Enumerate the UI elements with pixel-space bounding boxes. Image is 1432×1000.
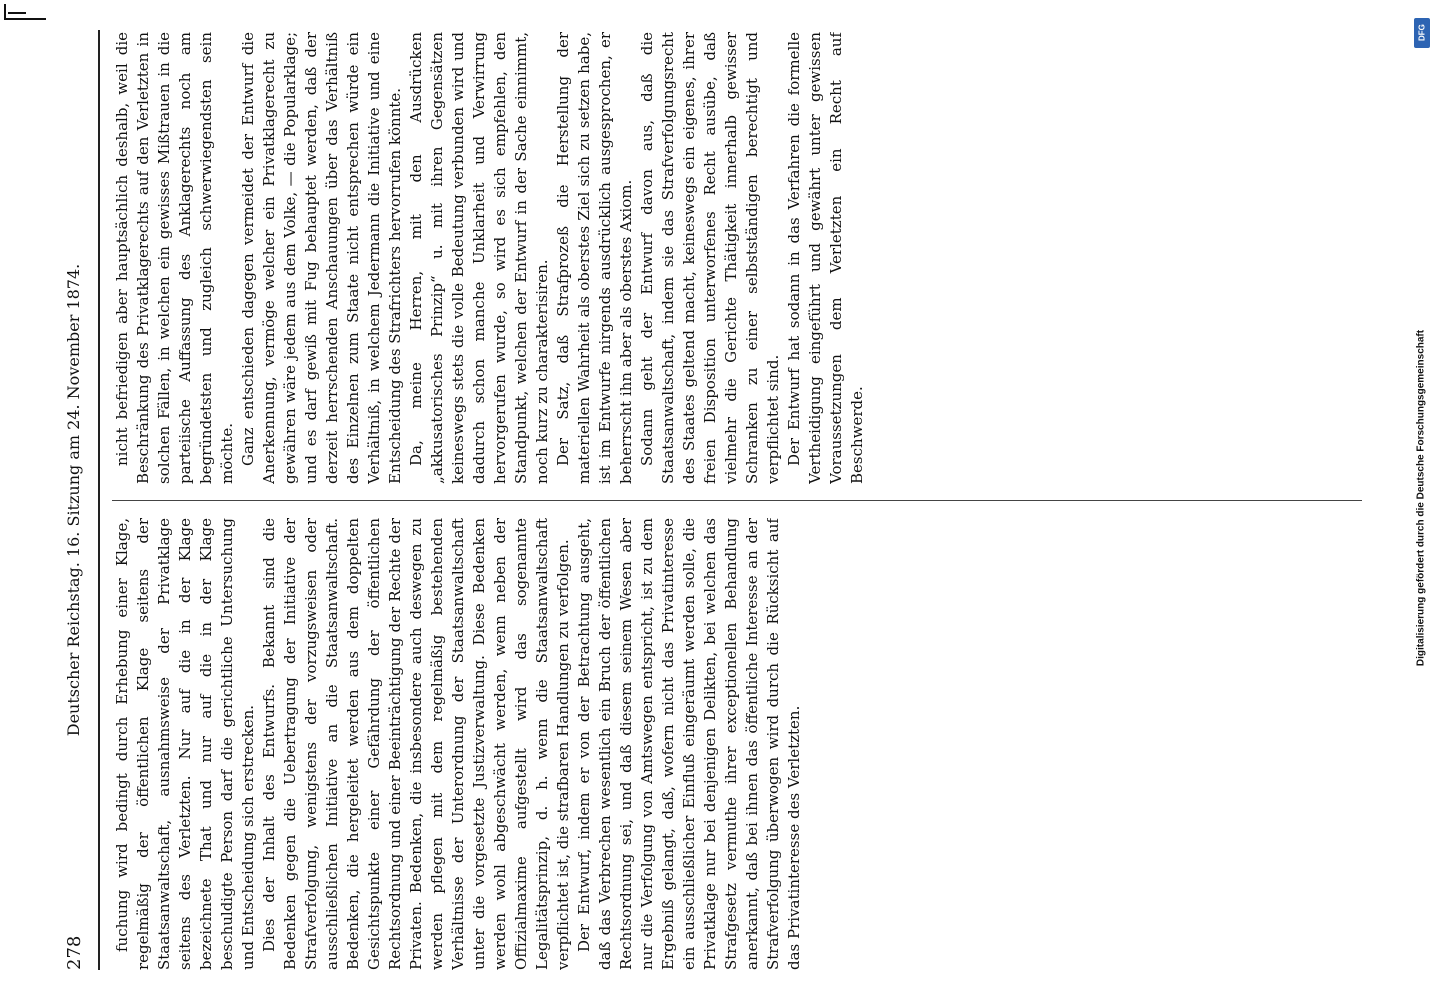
dfg-logo: DFG bbox=[1414, 18, 1430, 48]
paragraph: Der Satz, daß Strafprozeß die Herstellung der materiellen Wahrheit als oberstes Ziel sich zu setzen habe, ist im Entwurfe nirgends ausdrücklich ausgesprochen, er beherrscht ihn aber als oberstes Axiom. bbox=[554, 32, 635, 484]
paragraph: Da, meine Herren, mit den Ausdrücken „akkusatorisches Prinzip“ u. mit ihren Gegensätzen keineswegs stets die volle Bedeutung verbunden wird und dadurch schon manche Unklarheit und Verwirrung hervorgerufen wurde, so wird es sich empfehlen, den Standpunkt, welchen der Entwurf in der Sache einnimmt, noch kurz zu charakterisiren. bbox=[407, 32, 551, 484]
scan-corner-mark bbox=[4, 4, 46, 20]
header-rule bbox=[98, 30, 100, 970]
paragraph: fuchung wird bedingt durch Erhebung einer Klage, regelmäßig der öffentlichen Klage seitens der Staatsanwaltschaft, ausnahmsweise der Privatklage seitens des Verletzten. Nur auf die in der Klage bezeichnete That und nur auf die in der Klage beschuldigte Person darf die gerichtliche Untersuchung und Entscheidung sich erstrecken. bbox=[113, 518, 257, 970]
paragraph: Der Entwurf, indem er von der Betrachtung ausgeht, daß das Verbrechen wesentlich ein Bruch der öffentlichen Rechtsordnung sei, und daß diesem seinem Wesen aber nur die Verfolgung von Amtswegen entspricht, ist zu dem Ergebniß gelangt, daß, wofern nicht das Privatinteresse ein ausschließlicher Einfluß eingeräumt werden solle, die Privatklage nur bei denjenigen Delikten, bei welchen das Strafgesetz vermuthe ihrer exceptionellen Behandlung anerkannt, daß bei ihnen das öffentliche Interesse an der Strafverfolgung überwogen wird durch die Rücksicht auf das Privatinteresse des Verletzten. bbox=[575, 518, 803, 970]
paragraph: Sodann geht der Entwurf davon aus, daß die Staatsanwaltschaft, indem sie das Strafverfolgungsrecht des Staates geltend macht, keineswegs ein eigenes, ihrer freien Disposition unterworfenes Recht ausübe, daß vielmehr die Gerichte Thätigkeit innerhalb gewisser Schranken zu einer selbstständigen berechtigt und verpflichtet sind. bbox=[638, 32, 782, 484]
page-number: 278 bbox=[64, 935, 85, 970]
text-column-right bbox=[112, 32, 1362, 484]
page-header-title: Deutscher Reichstag. 16. Sitzung am 24. November 1874. bbox=[64, 263, 83, 737]
digitization-credit bbox=[1414, 18, 1428, 978]
paragraph: Ganz entschieden dagegen vermeidet der Entwurf die Anerkennung, vermöge welcher ein Privatklagerecht zu gewähren wäre jedem aus dem Volke, — die Popularklage; und es darf gewiß mit Fug behauptet werden, daß der derzeit herrschenden Anschauungen über das Verhältniß des Einzelnen zum Staate nicht entsprechen würde ein Verhältniß, in welchem Jedermann die Initiative und eine Entscheidung des Strafrichters hervorrufen könnte. bbox=[239, 32, 404, 484]
paragraph: Der Entwurf hat sodann in das Verfahren die formelle Vertheidigung eingeführt und gewährt unter gewissen Voraussetzungen dem Verletzten ein Recht auf Beschwerde. bbox=[785, 32, 866, 484]
credit-text: Digitalisierung gefördert durch die Deutsche Forschungsgemeinschaft bbox=[1415, 329, 1427, 667]
text-column-left bbox=[112, 518, 1362, 970]
newspaper-page bbox=[56, 30, 1376, 970]
paragraph: nicht befriedigen aber hauptsächlich deshalb, weil die Beschränkung des Privatklagerechts auf den Verletzten in solchen Fällen, in welchen ein gewisses Mißtrauen in die parteiische Auffassung des Anklagerechts noch am begründetsten und zugleich schwerwiegendsten sein möchte. bbox=[113, 32, 236, 484]
column-divider bbox=[112, 500, 1362, 501]
paragraph: Dies der Inhalt des Entwurfs. Bekannt sind die Bedenken gegen die Uebertragung der Initiative der Strafverfolgung, wenigstens der vorzugsweisen oder ausschließlichen Initiative an die Staatsanwaltschaft. Bedenken, die hergeleitet werden aus dem doppelten Gesichtspunkte einer Gefährdung der öffentlichen Rechtsordnung und einer Beeinträchtigung der Rechte der Privaten. Bedenken, die insbesondere auch deswegen zu werden pflegen mit dem regelmäßig bestehenden Verhältnisse der Unterordnung der Staatsanwaltschaft unter die vorgesetzte Justizverwaltung. Diese Bedenken werden wohl abgeschwächt werden, wenn neben der Offizialmaxime aufgestellt wird das sogenannte Legalitätsprinzip, d. h. wenn die Staatsanwaltschaft verpflichtet ist, die strafbaren Handlungen zu verfolgen. bbox=[260, 518, 572, 970]
